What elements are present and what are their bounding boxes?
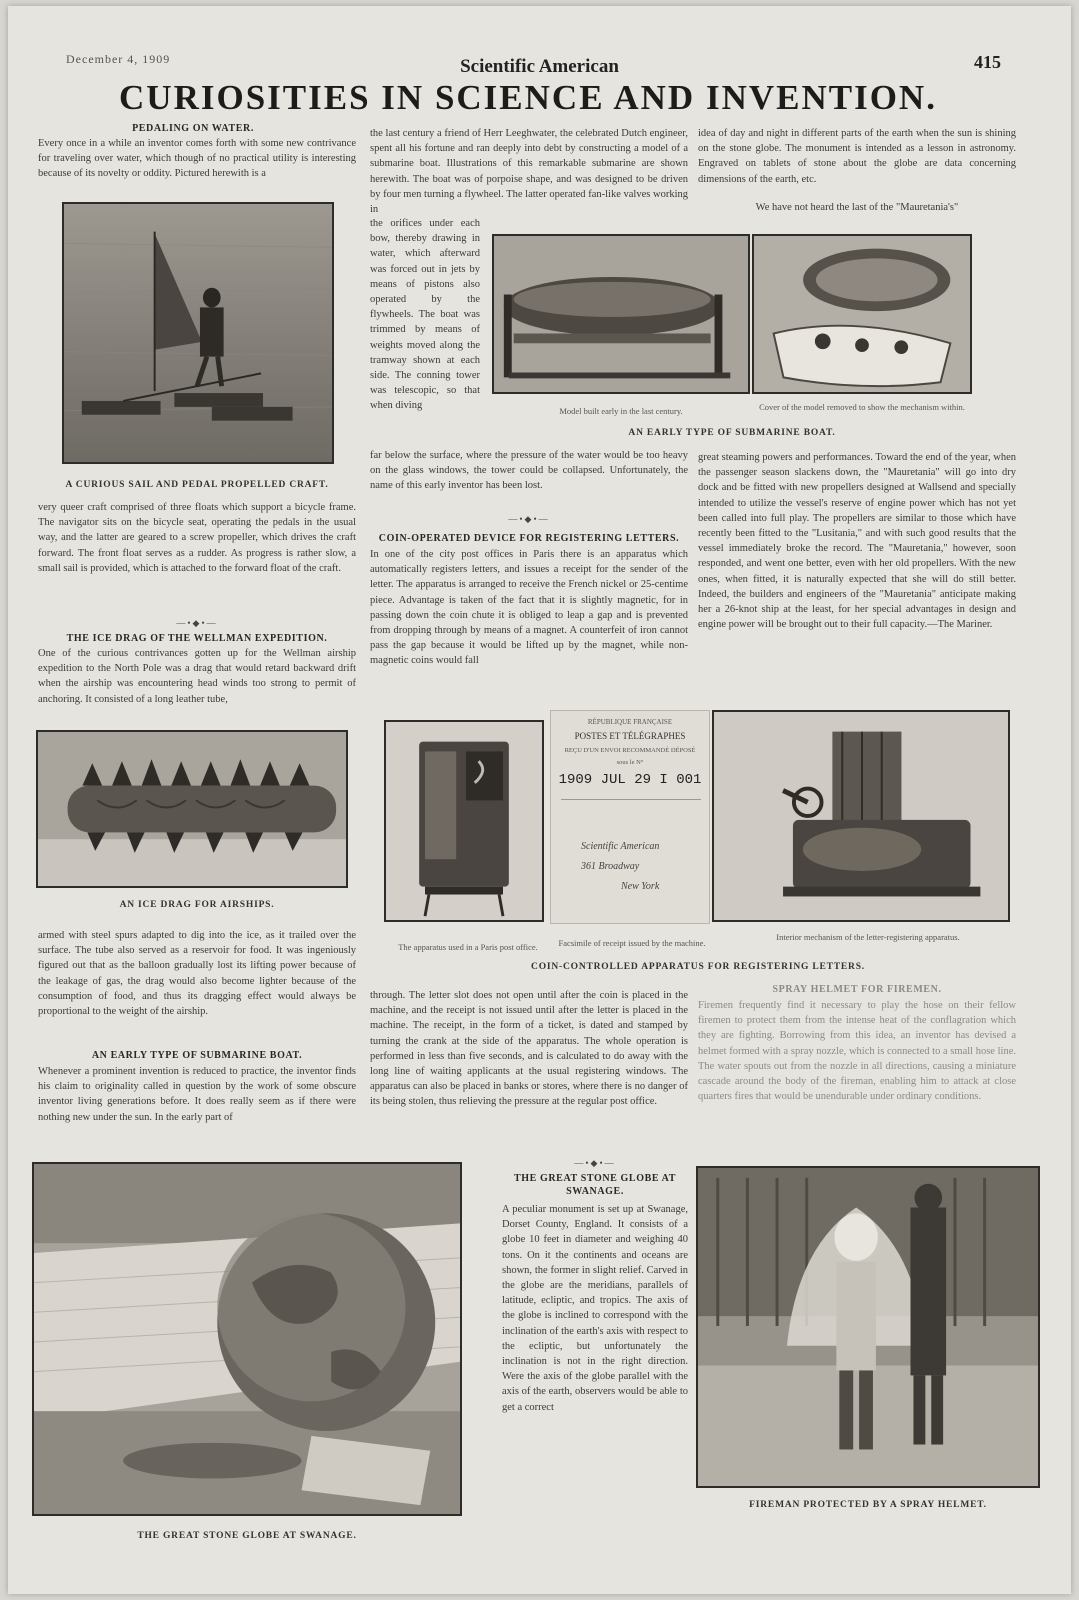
mauretania-paragraph: great steaming powers and performances. Toward the end of the year, when the passenger season slackens down, the "Mauretania" will go into dry dock and be fitted with new propellers designed at Wallsend and specially intended to utilize the vessel's reserve of engine power which has not yet been called into full play. The propellers are similar to those which have recently been fitted to the "Lusitania," and with such good results that the vessel immediately broke the record. The "Mauretania," however, soon responded, and went one better, even with her old propellers. With the new ones, when fitted, it is naturally expected that she will do still better. Indeed, the builders and engineers of the "Mauretania" anticipate making her a 26-knot ship at the least, for her special advantages in design and engine power will be brought out to their full capacity.—The Mariner. <box>698 452 1016 631</box>
sail-pedal-craft-photo <box>62 202 334 464</box>
spray-helmet-heading: SPRAY HELMET FOR FIREMEN. <box>772 984 942 995</box>
receipt-stamp: 1909 JUL 29 I 001 <box>558 772 702 788</box>
apparatus-subcaption: The apparatus used in a Paris post office. <box>398 942 538 952</box>
separator-ornament: —•◆•— <box>574 1158 616 1168</box>
submarine-model-photo <box>492 234 750 394</box>
interior-mechanism-photo <box>712 710 1010 922</box>
stone-globe-photo <box>32 1162 462 1516</box>
receipt-line-3: REÇU D'UN ENVOI RECOMMANDÉ DÉPOSÉ <box>564 747 696 754</box>
receipt-handwriting-1: Scientific American <box>581 841 660 852</box>
spray-helmet-photo <box>696 1166 1040 1488</box>
receipt-line-2: POSTES ET TÉLÉGRAPHES <box>574 731 686 741</box>
submarine-paragraph-4: far below the surface, where the pressure of the water would be too heavy on the glass windows, the tower could be collapsed. Unfortunately, the name of this early inventor has been lost. <box>370 450 688 492</box>
submarine-paragraph-3: the orifices under each bow, thereby drawing in water, which afterward was forced out in jets by means of pistons also operated by the flywheels. The boat was trimmed by means of weights moved along the tramway shown at each side. The conning tower was telescopic, so that when diving <box>370 218 480 412</box>
coin-apparatus-photo <box>384 720 544 922</box>
submarine-paragraph-2: the last century a friend of Herr Leeghwater, the celebrated Dutch engineer, spent all his fortune and ran deeply into debt by constructing a model of a submarine boat. Illustrations of this remarkable submarine are shown herewith. The boat was of porpoise shape, and was designed to be driven by four men turning a flywheel. The latter operated fan-like valves working in <box>370 128 688 216</box>
spray-helmet-paragraph: Firemen frequently find it necessary to play the hose on their fellow firemen to protect them from the intense heat of the conflagration which they are fighting. Borrowing from this idea, an inventor has devised a helmet formed with a spray nozzle, which is connected to a small hose line. The water spouts out from the nozzle in all directions, causing a miniature cascade around the body of the fireman, enabling him to attack at close quarters fires that would be unendurable under ordinary conditions. <box>698 1000 1016 1103</box>
receipt-facsimile <box>550 710 710 924</box>
coin-device-paragraph-2: through. The letter slot does not open until after the coin is placed in the machine, and the receipt is not issued until after the letter is placed in the machine. The receipt, in the form of a ticket, is dated and stamped by turning the crank at the side of the apparatus. The whole operation is performed in less than five seconds, and is calculated to do away with the long line of waiting applicants at the usual registering windows. The apparatus can also be placed in banks or stores, where there is no danger of its being stolen, thus relieving the pressure at the regular post office. <box>370 990 688 1108</box>
receipt-handwriting-2: 361 Broadway <box>581 861 640 872</box>
submarine-right-subcaption: Cover of the model removed to show the mechanism within. <box>759 402 965 412</box>
page-number: 415 <box>974 52 1001 72</box>
submarine-paragraph-1: Whenever a prominent invention is reduced to practice, the inventor finds his claim to originality called in question by the work of some obscure inventor living generations before. It does really seem as if there were nothing new under the sun. In the early part of <box>38 1066 356 1123</box>
spray-helmet-caption: FIREMAN PROTECTED BY A SPRAY HELMET. <box>749 1500 987 1510</box>
receipt-subcaption: Facsimile of receipt issued by the machine. <box>558 938 706 948</box>
stone-globe-paragraph: A peculiar monument is set up at Swanage, Dorset County, England. It consists of a globe 10 feet in diameter and weighing 40 tons. On it the continents and oceans are shown, the former in slight relief. Carved in the globe are the meridians, parallels of latitude, ecliptic, and tropics. The axis of the globe is inclined to correspond with the inclination of the earth's axis with respect to the ecliptic, but unfortunately the inclination is not in the right direction. Were the axis of the globe parallel with the axis of the earth, observers would be able to get a correct <box>502 1204 688 1413</box>
stone-globe-caption: THE GREAT STONE GLOBE AT SWANAGE. <box>137 1531 357 1541</box>
coin-apparatus-caption: COIN-CONTROLLED APPARATUS FOR REGISTERING LETTERS. <box>531 962 865 972</box>
publication-name: Scientific American <box>460 56 619 77</box>
separator-ornament: —•◆•— <box>508 514 550 524</box>
stone-globe-continuation: idea of day and night in different parts of the earth when the sun is shining on the stone globe. The monument is intended as a lesson in astronomy. Engraved on tablets of stone about the globe are data concerning dimensions of the earth, etc. <box>698 128 1016 185</box>
coin-device-heading: COIN-OPERATED DEVICE FOR REGISTERING LETTERS. <box>378 533 680 544</box>
pedaling-heading: PEDALING ON WATER. <box>132 123 254 134</box>
stone-globe-heading: THE GREAT STONE GLOBE AT SWANAGE. <box>513 1173 677 1197</box>
mechanism-subcaption: Interior mechanism of the letter-registering apparatus. <box>776 932 960 942</box>
receipt-line-1: RÉPUBLIQUE FRANÇAISE <box>587 718 673 726</box>
separator-ornament: —•◆•— <box>176 618 218 628</box>
submarine-interior-photo <box>752 234 972 394</box>
ice-drag-paragraph-2: armed with steel spurs adapted to dig into the ice, as it trailed over the surface. The tube also served as a reservoir for food. It was ingeniously figured out that as the balloon gradually lost its lifting power because of the leakage of gas, the drag would also become lighter because of the consumption of food, and thus its dragging effect would always be proportional to the weight of the airship. <box>38 930 356 1018</box>
coin-device-paragraph-1: In one of the city post offices in Paris there is an apparatus which automatically registers letters, and issues a receipt for the sender of the letter. The apparatus is arranged to receive the French nickel or 25-centime piece. Advantage is taken of the fact that it is slightly magnetic, for in passing down the coin chute it is obliged to leap a gap and is prevented from dropping through by means of a magnet. A counterfeit of iron cannot pass the gap because it would be lifted up by the magnet, while non-magnetic coins would fall <box>370 549 688 667</box>
sail-craft-caption: A CURIOUS SAIL AND PEDAL PROPELLED CRAFT. <box>65 480 329 490</box>
submarine-heading: AN EARLY TYPE OF SUBMARINE BOAT. <box>91 1050 303 1061</box>
mauretania-intro: We have not heard the last of the "Mauretania's" <box>755 202 959 213</box>
submarine-caption: AN EARLY TYPE OF SUBMARINE BOAT. <box>628 428 836 438</box>
receipt-line-4: sous le N° <box>616 759 644 766</box>
submarine-left-subcaption: Model built early in the last century. <box>559 406 683 416</box>
ice-drag-heading: THE ICE DRAG OF THE WELLMAN EXPEDITION. <box>66 633 328 644</box>
ice-drag-caption: AN ICE DRAG FOR AIRSHIPS. <box>119 900 275 910</box>
issue-date: December 4, 1909 <box>66 52 171 66</box>
magazine-page <box>8 6 1071 1594</box>
ice-drag-paragraph-1: One of the curious contrivances gotten up for the Wellman airship expedition to the North Pole was a drag that would retard backward drift when the airship was encountering head winds too strong to permit of anchoring. It consisted of a long leather tube, <box>38 648 356 705</box>
ice-drag-photo <box>36 730 348 888</box>
receipt-handwriting-3: New York <box>621 881 660 892</box>
pedaling-paragraph-2: very queer craft comprised of three floats which support a bicycle frame. The navigator sits on the bicycle seat, operating the pedals in the usual way, and the latter are geared to a screw propeller, which drives the craft forward. The front float serves as a rudder. As progress is rather slow, a small sail is provided, which is attached to the forward float of the craft. <box>38 502 356 574</box>
pedaling-paragraph-1: Every once in a while an inventor comes forth with some new contrivance for traveling over water, which though of no practical utility is interesting because of its novelty or oddity. Pictured herewith is a <box>38 138 356 180</box>
page-headline: CURIOSITIES IN SCIENCE AND INVENTION. <box>119 78 937 117</box>
